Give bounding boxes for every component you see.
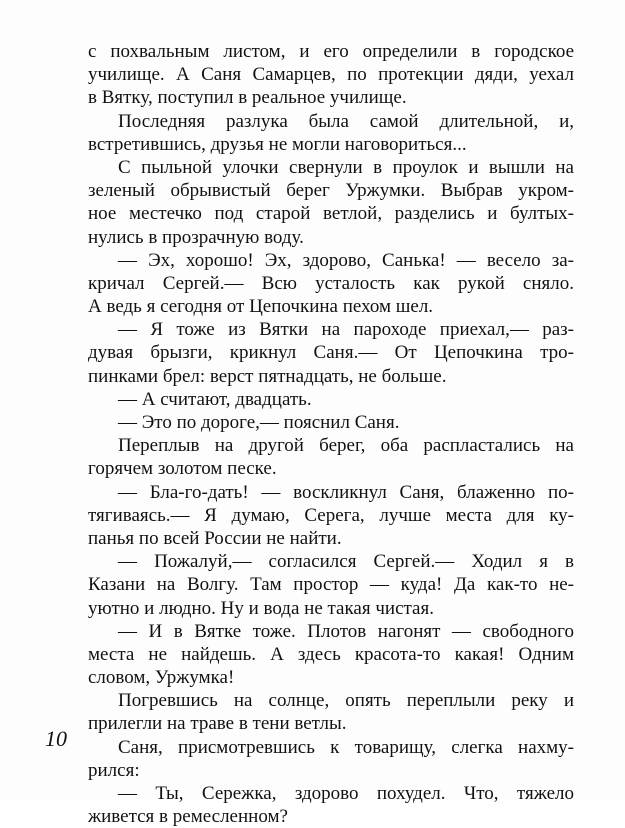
text-line: в Вятку, поступил в реальное училище. [88,87,407,109]
text-line: места не найдешь. А здесь красота-то какая! Одним [88,643,574,665]
text-line: — А считают, двадцать. [118,388,312,410]
text-line: встретившись, друзья не могли наговориться... [88,133,467,155]
text-line: — Это по дороге,— пояснил Саня. [118,412,400,433]
text-line: уютно и людно. Ну и вода не такая чистая. [88,597,434,619]
text-line: А ведь я сегодня от Цепочкина пехом шел. [88,296,434,318]
text-line: — Я тоже из Вятки на пароходе приехал,— раз- [118,319,574,341]
text-line: — Ты, Сережка, здорово похудел. Что, тяжело [118,783,574,804]
text-line: — И в Вятке тоже. Плотов нагонят — свободного [118,620,574,642]
page-number: 10 [45,726,67,751]
text-line: Саня, присмотревшись к товарищу, слегка нахму- [118,736,574,758]
text-line: — Эх, хорошо! Эх, здорово, Санька! — весело за- [118,249,574,271]
text-line: дувая брызги, крикнул Саня.— От Цепочкина тро- [88,342,574,364]
text-line: кричал Сергей.— Всю усталость как рукой сняло. [88,272,574,294]
text-line: Погревшись на солнце, опять переплыли реку и [118,690,574,712]
text-line: панья по всей России не найти. [88,527,342,549]
text-line: Казани на Волгу. Там простор — куда! Да как-то не- [88,574,574,596]
text-line: пинками брел: верст пятнадцать, не больше. [88,365,447,387]
text-line: — Пожалуй,— согласился Сергей.— Ходил я в [118,551,574,573]
text-line: нулись в прозрачную воду. [88,226,304,248]
text-line: Переплыв на другой берег, оба распластались на [118,435,574,457]
text-line: Последняя разлука была самой длительной, и, [118,110,574,132]
text-line: ное местечко под старой ветлой, разделись и бултых- [88,203,574,225]
text-line: зеленый обрывистый берег Уржумки. Выбрав укром- [88,180,574,202]
text-line: С пыльной улочки свернули в проулок и вышли на [118,156,574,178]
text-line: с похвальным листом, и его определили в городское [88,41,574,62]
text-line: училище. А Саня Самарцев, по протекции дяди, уехал [88,64,574,86]
text-line: тягиваясь.— Я думаю, Серега, лучше места для ку- [88,504,574,526]
text-line: — Бла-го-дать! — воскликнул Саня, блаженно по- [118,481,574,503]
text-line: словом, Уржумка! [88,667,235,689]
text-line: прилегли на траве в тени ветлы. [88,713,347,735]
text-line: живется в ремесленном? [88,806,288,828]
text-line: рился: [88,759,140,781]
body-text [88,40,574,828]
text-line: горячем золотом песке. [88,458,277,480]
